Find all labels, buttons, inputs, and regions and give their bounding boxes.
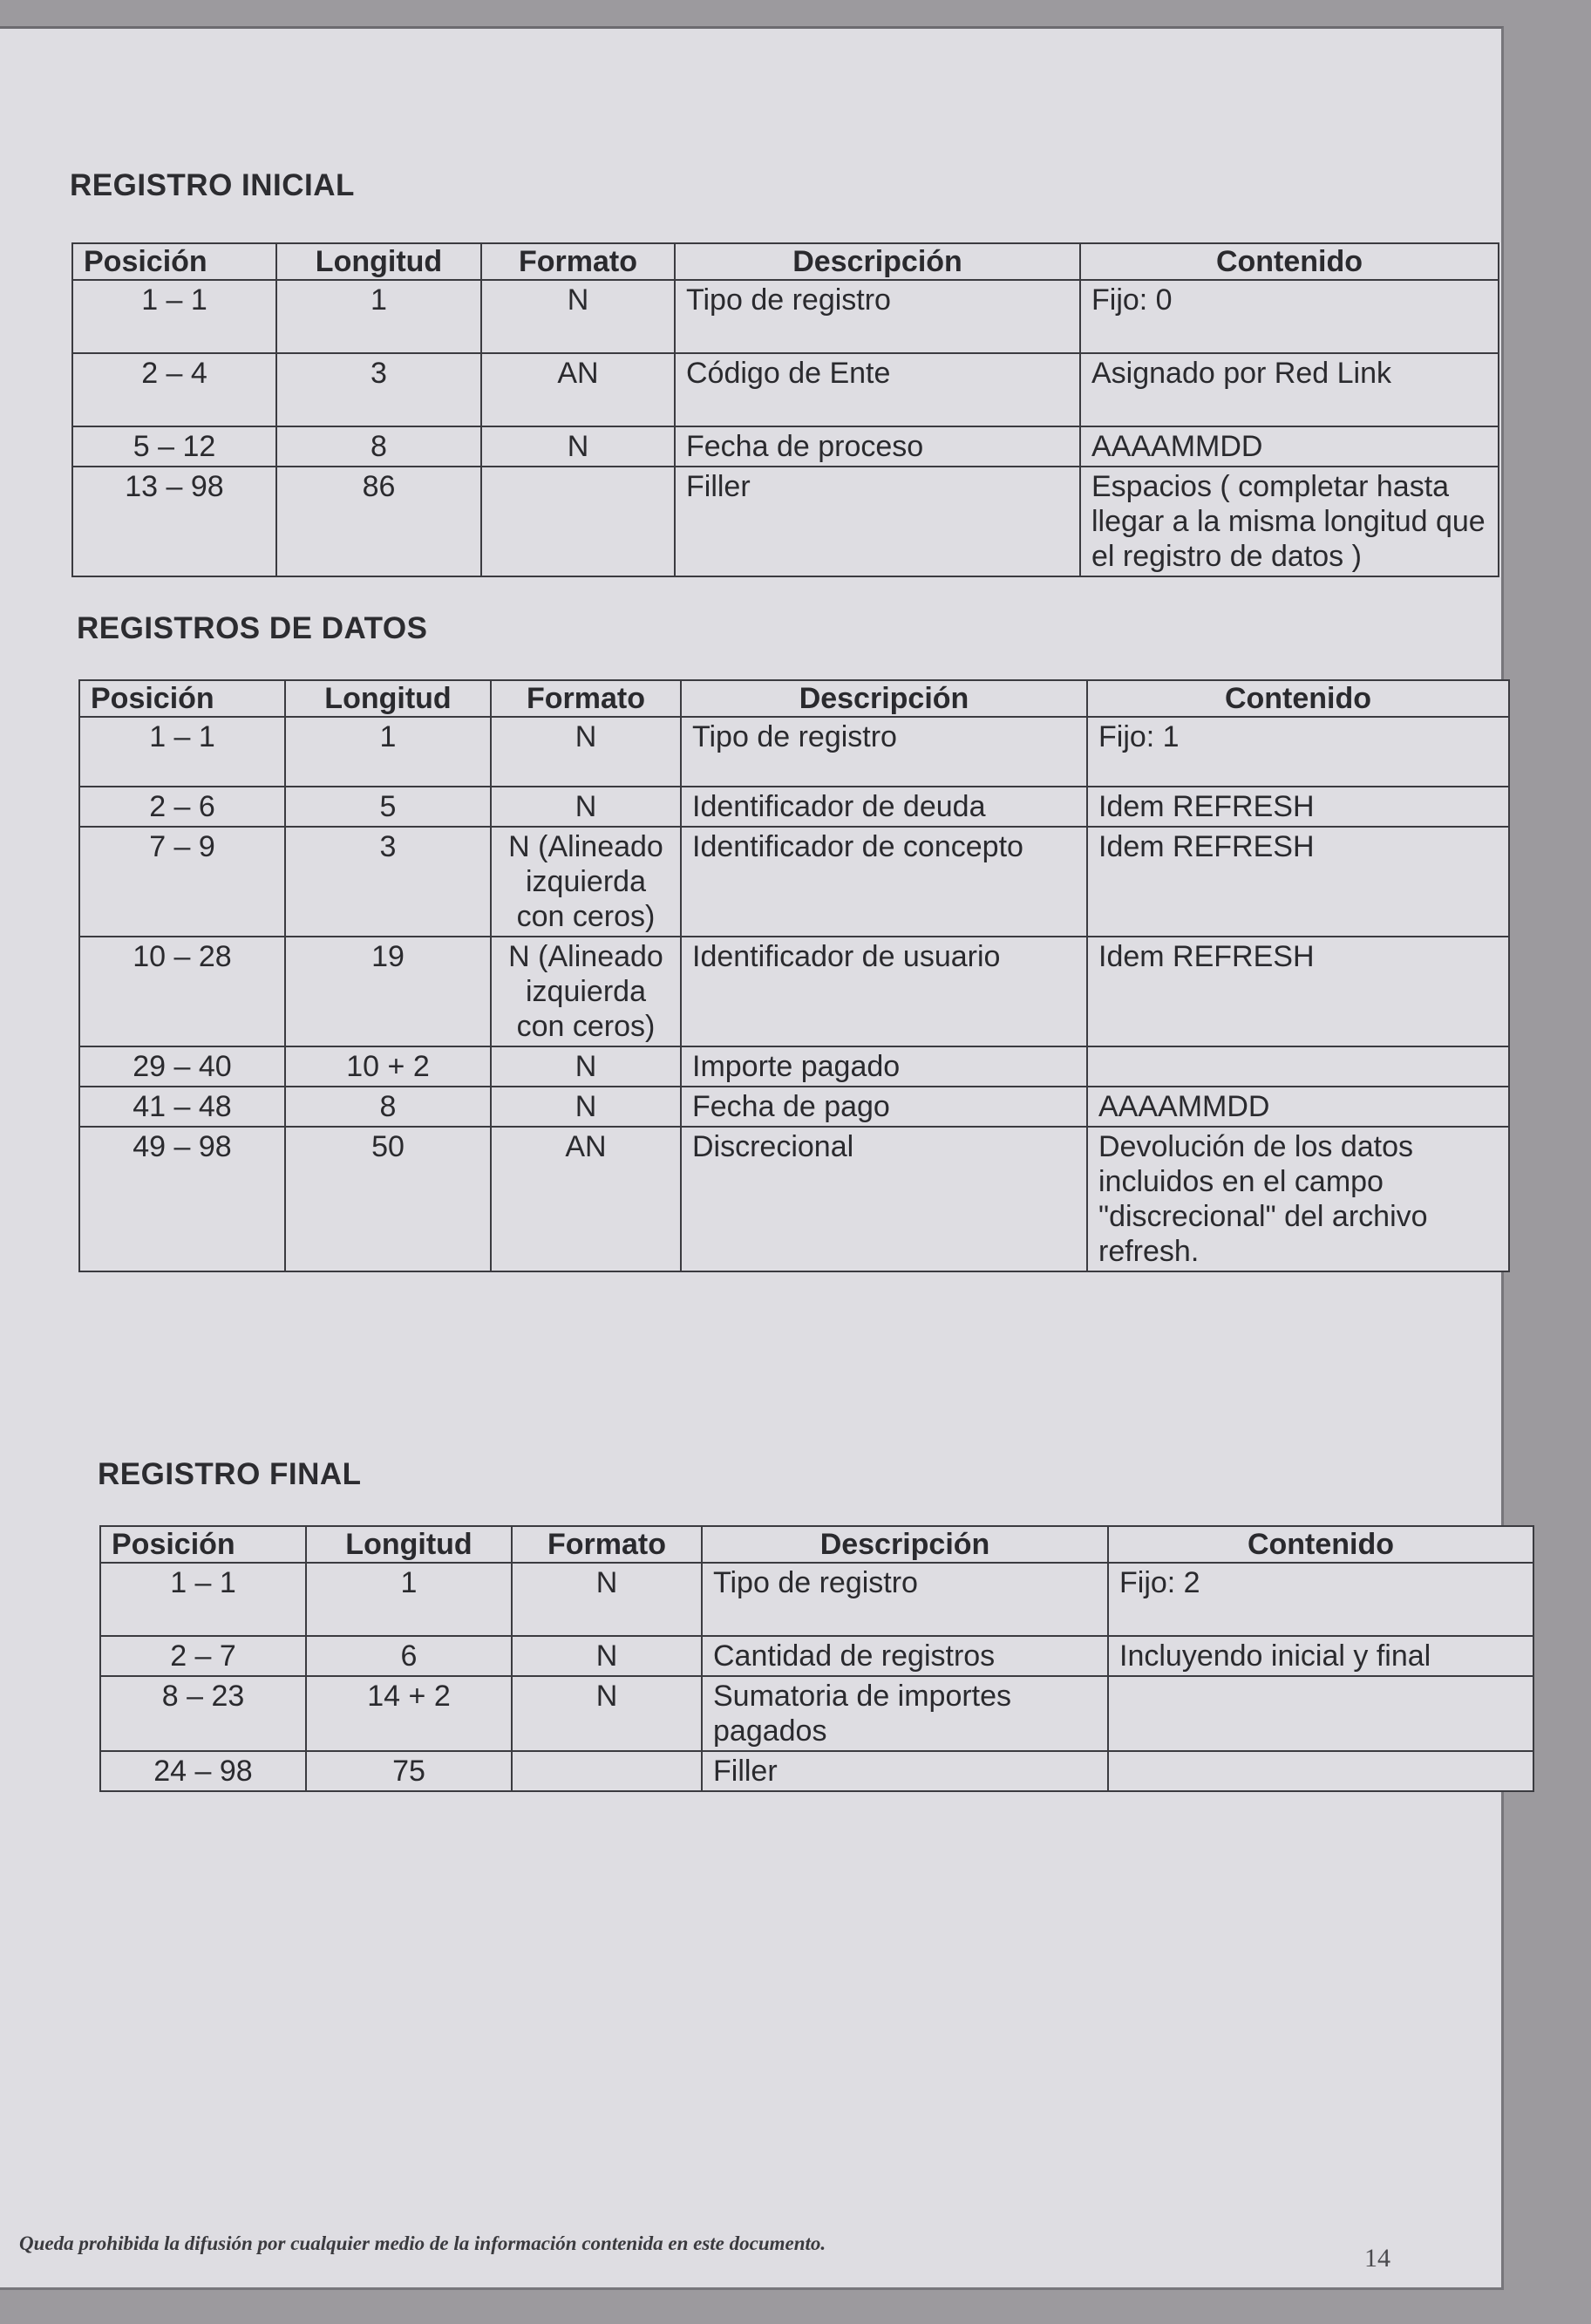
table-header-row: [72, 243, 1499, 280]
cell-descripcion: Código de Ente: [675, 353, 1080, 426]
cell-longitud: 6: [306, 1636, 512, 1676]
table-row: [79, 1127, 1509, 1271]
cell-descripcion: Filler: [675, 467, 1080, 576]
table-row: [100, 1563, 1533, 1636]
header-formato: Formato: [491, 680, 681, 717]
cell-formato: N: [512, 1676, 702, 1751]
cell-formato: [481, 467, 675, 576]
cell-contenido: AAAAMMDD: [1087, 1087, 1509, 1127]
cell-descripcion: Tipo de registro: [702, 1563, 1108, 1636]
cell-longitud: 3: [276, 353, 481, 426]
cell-posicion: 41 – 48: [79, 1087, 285, 1127]
cell-contenido: Fijo: 2: [1108, 1563, 1533, 1636]
cell-posicion: 1 – 1: [79, 717, 285, 787]
table-registro-inicial: [71, 242, 1499, 577]
cell-descripcion: Importe pagado: [681, 1046, 1087, 1087]
cell-formato: N: [491, 717, 681, 787]
confidentiality-note: Queda prohibida la difusión por cualquier medio de la información contenida en este documento.: [19, 2232, 826, 2254]
table-row: [79, 717, 1509, 787]
cell-formato: N: [481, 280, 675, 353]
cell-posicion: 29 – 40: [79, 1046, 285, 1087]
cell-contenido: [1087, 1046, 1509, 1087]
table-row: [72, 280, 1499, 353]
cell-descripcion: Tipo de registro: [675, 280, 1080, 353]
table-row: [100, 1751, 1533, 1791]
header-contenido: Contenido: [1087, 680, 1509, 717]
header-posicion: Posición: [72, 243, 276, 280]
table-header-row: [79, 680, 1509, 717]
table-registros-de-datos: [78, 679, 1510, 1272]
cell-longitud: 10 + 2: [285, 1046, 491, 1087]
cell-posicion: 8 – 23: [100, 1676, 306, 1751]
cell-formato: N: [481, 426, 675, 467]
cell-contenido: AAAAMMDD: [1080, 426, 1499, 467]
table-header-row: [100, 1526, 1533, 1563]
cell-longitud: 19: [285, 937, 491, 1046]
cell-contenido: Devolución de los datos incluidos en el campo "discrecional" del archivo refresh.: [1087, 1127, 1509, 1271]
section-title-data: REGISTROS DE DATOS: [77, 611, 428, 645]
cell-descripcion: Identificador de deuda: [681, 787, 1087, 827]
cell-posicion: 2 – 4: [72, 353, 276, 426]
header-posicion: Posición: [79, 680, 285, 717]
table-row: [79, 937, 1509, 1046]
cell-formato: [512, 1751, 702, 1791]
cell-formato: AN: [491, 1127, 681, 1271]
table-row: [79, 827, 1509, 937]
table-row: [72, 353, 1499, 426]
cell-posicion: 24 – 98: [100, 1751, 306, 1791]
cell-descripcion: Tipo de registro: [681, 717, 1087, 787]
cell-posicion: 1 – 1: [72, 280, 276, 353]
cell-contenido: Fijo: 1: [1087, 717, 1509, 787]
cell-longitud: 14 + 2: [306, 1676, 512, 1751]
cell-longitud: 8: [276, 426, 481, 467]
header-longitud: Longitud: [285, 680, 491, 717]
cell-longitud: 1: [285, 717, 491, 787]
cell-descripcion: Fecha de proceso: [675, 426, 1080, 467]
header-descripcion: Descripción: [675, 243, 1080, 280]
cell-descripcion: Filler: [702, 1751, 1108, 1791]
cell-posicion: 2 – 6: [79, 787, 285, 827]
header-formato: Formato: [481, 243, 675, 280]
section-title-final: REGISTRO FINAL: [98, 1457, 362, 1491]
cell-descripcion: Identificador de concepto: [681, 827, 1087, 937]
cell-contenido: [1108, 1751, 1533, 1791]
table-row: [100, 1636, 1533, 1676]
header-contenido: Contenido: [1108, 1526, 1533, 1563]
cell-descripcion: Discrecional: [681, 1127, 1087, 1271]
cell-contenido: Incluyendo inicial y final: [1108, 1636, 1533, 1676]
cell-descripcion: Identificador de usuario: [681, 937, 1087, 1046]
cell-formato: N: [491, 1046, 681, 1087]
cell-longitud: 75: [306, 1751, 512, 1791]
header-formato: Formato: [512, 1526, 702, 1563]
cell-formato: N (Alineado izquierda con ceros): [491, 937, 681, 1046]
header-longitud: Longitud: [276, 243, 481, 280]
cell-formato: N: [512, 1563, 702, 1636]
document-page: [0, 26, 1504, 2290]
header-contenido: Contenido: [1080, 243, 1499, 280]
cell-longitud: 1: [306, 1563, 512, 1636]
section-title-initial: REGISTRO INICIAL: [70, 168, 355, 202]
cell-formato: N (Alineado izquierda con ceros): [491, 827, 681, 937]
cell-contenido: Idem REFRESH: [1087, 937, 1509, 1046]
table-row: [72, 467, 1499, 576]
cell-posicion: 2 – 7: [100, 1636, 306, 1676]
header-descripcion: Descripción: [681, 680, 1087, 717]
cell-posicion: 1 – 1: [100, 1563, 306, 1636]
cell-posicion: 10 – 28: [79, 937, 285, 1046]
cell-contenido: Asignado por Red Link: [1080, 353, 1499, 426]
cell-posicion: 49 – 98: [79, 1127, 285, 1271]
cell-descripcion: Fecha de pago: [681, 1087, 1087, 1127]
page-number: 14: [1364, 2244, 1390, 2273]
cell-longitud: 86: [276, 467, 481, 576]
cell-longitud: 5: [285, 787, 491, 827]
cell-contenido: Idem REFRESH: [1087, 827, 1509, 937]
cell-longitud: 1: [276, 280, 481, 353]
cell-contenido: Fijo: 0: [1080, 280, 1499, 353]
cell-posicion: 13 – 98: [72, 467, 276, 576]
cell-longitud: 50: [285, 1127, 491, 1271]
cell-longitud: 3: [285, 827, 491, 937]
cell-contenido: [1108, 1676, 1533, 1751]
header-posicion: Posición: [100, 1526, 306, 1563]
cell-posicion: 7 – 9: [79, 827, 285, 937]
cell-descripcion: Cantidad de registros: [702, 1636, 1108, 1676]
cell-contenido: Espacios ( completar hasta llegar a la misma longitud que el registro de datos ): [1080, 467, 1499, 576]
table-row: [100, 1676, 1533, 1751]
cell-formato: N: [491, 1087, 681, 1127]
table-registro-final: [99, 1525, 1534, 1792]
cell-descripcion: Sumatoria de importes pagados: [702, 1676, 1108, 1751]
header-longitud: Longitud: [306, 1526, 512, 1563]
header-descripcion: Descripción: [702, 1526, 1108, 1563]
table-row: [79, 1046, 1509, 1087]
cell-formato: N: [512, 1636, 702, 1676]
table-row: [79, 1087, 1509, 1127]
cell-contenido: Idem REFRESH: [1087, 787, 1509, 827]
cell-formato: N: [491, 787, 681, 827]
table-row: [79, 787, 1509, 827]
table-row: [72, 426, 1499, 467]
cell-longitud: 8: [285, 1087, 491, 1127]
cell-posicion: 5 – 12: [72, 426, 276, 467]
cell-formato: AN: [481, 353, 675, 426]
